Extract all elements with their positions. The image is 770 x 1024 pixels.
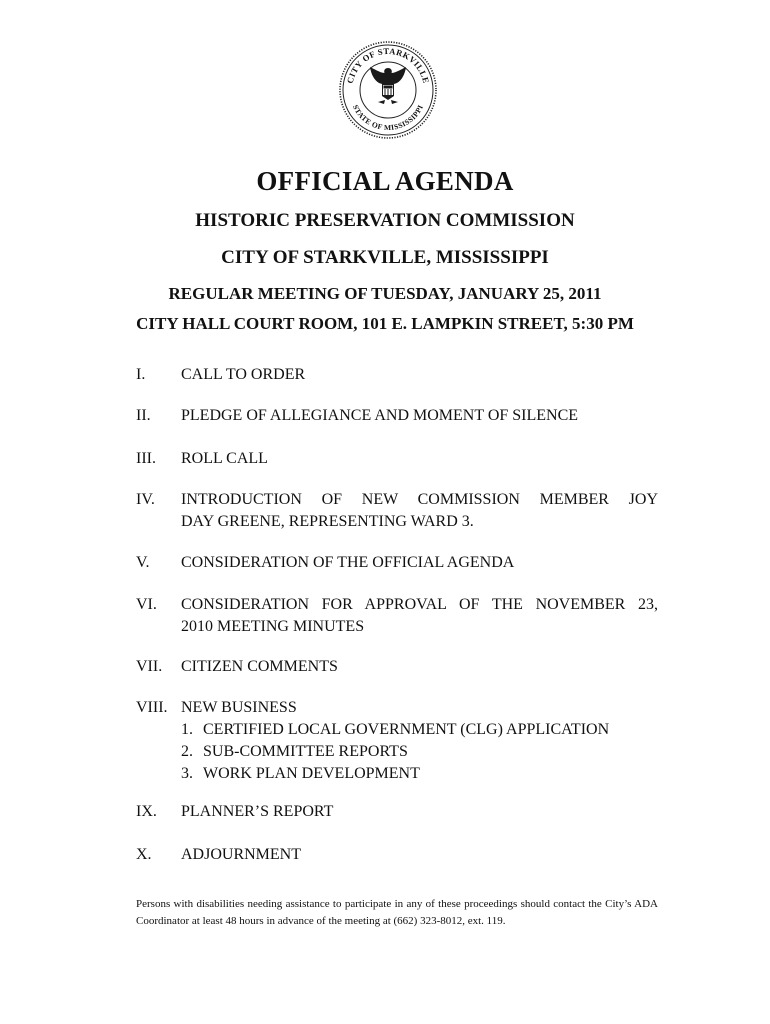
item-number: II. (136, 407, 151, 424)
eagle-icon (370, 67, 406, 104)
item-number: IX. (136, 803, 157, 820)
item-number: V. (136, 554, 150, 571)
item-number: III. (136, 450, 156, 467)
list-item (181, 763, 658, 785)
city-seal-logo (338, 40, 438, 140)
agenda-item (136, 552, 658, 574)
meeting-date: REGULAR MEETING OF TUESDAY, JANUARY 25, 2011 (168, 284, 602, 303)
agenda-item (136, 801, 658, 823)
agenda-item (136, 844, 658, 866)
subitem-number: 2. (181, 743, 193, 760)
agenda-item (136, 448, 658, 470)
agenda-item (136, 656, 658, 678)
subitem-number: 3. (181, 765, 193, 782)
subitem-text: CERTIFIED LOCAL GOVERNMENT (CLG) APPLICATION (203, 721, 610, 738)
item-number: VII. (136, 658, 163, 675)
item-text: NEW BUSINESS (181, 699, 297, 716)
agenda-item (136, 364, 658, 386)
item-text: CONSIDERATION FOR APPROVAL OF THE NOVEMBER 23, (181, 596, 658, 613)
commission-name: HISTORIC PRESERVATION COMMISSION (195, 210, 575, 231)
item-number: IV. (136, 491, 155, 508)
seal-text-bottom: STATE OF MISSISSIPPI (350, 103, 426, 133)
page-title: OFFICIAL AGENDA (256, 166, 514, 196)
meeting-location: CITY HALL COURT ROOM, 101 E. LAMPKIN STREET, 5:30 PM (136, 314, 634, 333)
list-item (181, 741, 658, 763)
item-text: CONSIDERATION OF THE OFFICIAL AGENDA (181, 554, 515, 571)
list-item (181, 719, 658, 741)
item-number: X. (136, 846, 152, 863)
agenda-item (136, 405, 658, 427)
seal-text-top: CITY OF STARKVILLE (344, 45, 432, 85)
subitem-number: 1. (181, 721, 193, 738)
agenda-item (136, 489, 658, 533)
item-text-continued: 2010 MEETING MINUTES (181, 618, 365, 635)
agenda-item (136, 594, 658, 638)
item-text: CALL TO ORDER (181, 366, 306, 383)
item-number: VIII. (136, 699, 168, 716)
item-text-continued: DAY GREENE, REPRESENTING WARD 3. (181, 513, 474, 530)
item-number: VI. (136, 596, 157, 613)
ada-notice: Persons with disabilities needing assistance to participate in any of these proceedings should contact the City’s ADA Coordinator at least 48 hours in advance of the meeting at (662) 323-8012, ext. 119. (136, 898, 658, 927)
item-text: PLANNER’S REPORT (181, 803, 334, 820)
item-text: INTRODUCTION OF NEW COMMISSION MEMBER JOY (181, 491, 658, 508)
item-text: CITIZEN COMMENTS (181, 658, 338, 675)
agenda-item (136, 697, 658, 785)
item-text: ROLL CALL (181, 450, 268, 467)
subitem-text: WORK PLAN DEVELOPMENT (203, 765, 420, 782)
item-text: PLEDGE OF ALLEGIANCE AND MOMENT OF SILENCE (181, 407, 579, 424)
new-business-sublist (181, 719, 658, 785)
item-text: ADJOURNMENT (181, 846, 301, 863)
subitem-text: SUB-COMMITTEE REPORTS (203, 743, 408, 760)
city-name: CITY OF STARKVILLE, MISSISSIPPI (221, 247, 549, 268)
item-number: I. (136, 366, 146, 383)
